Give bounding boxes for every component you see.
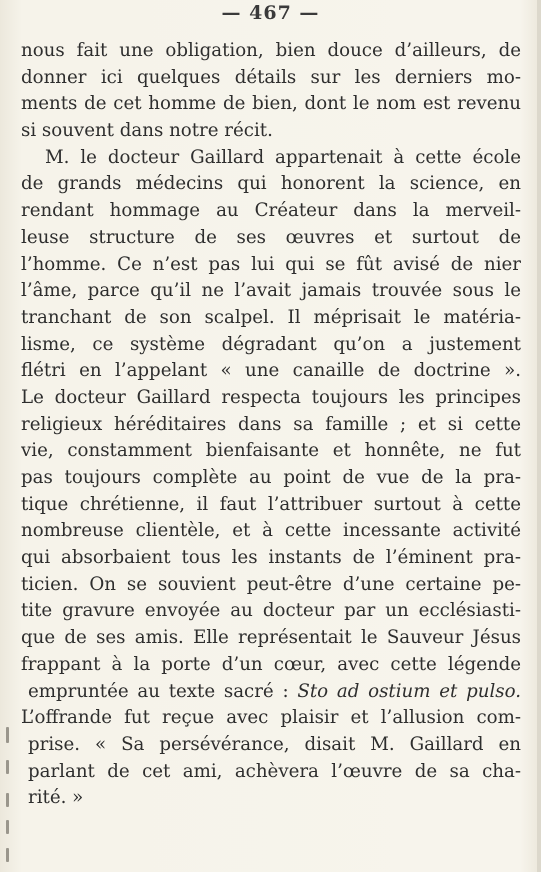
- text-line: lisme, ce système dégradant qu’on a justement: [21, 333, 521, 355]
- latin-quote: Sto ad ostium et pulso.: [297, 680, 521, 702]
- text-line: que de ses amis. Elle représentait le Sauveur Jésus: [21, 627, 521, 649]
- text-line: pas toujours complète au point de vue de la pra-: [21, 467, 521, 488]
- text-line: tranchant de son scalpel. Il méprisait le matéria-: [21, 306, 521, 328]
- text-line: l’âme, parce qu’il ne l’avait jamais trouvée sous le: [21, 280, 521, 302]
- text-line: Le docteur Gaillard respecta toujours les principes: [21, 386, 521, 408]
- text-line: donner ici quelques détails sur les derniers mo-: [21, 66, 521, 88]
- page-edge: [537, 0, 541, 872]
- text-line: l’homme. Ce n’est pas lui qui se fût avisé de nier: [21, 253, 521, 275]
- text-line: qui absorbaient tous les instants de l’éminent pra-: [21, 547, 521, 569]
- text-line-with-latin-quote: [21, 679, 521, 706]
- text-line: rendant hommage au Créateur dans la merveil-: [21, 200, 521, 222]
- text-line: rité. »: [28, 787, 84, 809]
- text-line: religieux héréditaires dans sa famille ; et si cette: [21, 413, 521, 435]
- margin-bracket-mark: [6, 760, 9, 774]
- text-line: ticien. On se souvient peut-être d’une certaine pe-: [21, 573, 521, 595]
- margin-bracket-mark: [6, 848, 9, 862]
- margin-bracket-mark: [6, 820, 9, 834]
- text-line: tique chrétienne, il faut l’attribuer surtout à cette: [21, 493, 521, 515]
- text-line: flétri en l’appelant « une canaille de doctrine ».: [21, 360, 521, 382]
- margin-bracket-mark: [6, 727, 9, 743]
- text-line: frappant à la porte d’un cœur, avec cette légende: [21, 653, 521, 675]
- text-line: ments de cet homme de bien, dont le nom est revenu: [21, 93, 521, 115]
- text-line: parlant de cet ami, achèvera l’œuvre de sa cha-: [28, 760, 521, 782]
- text-segment: empruntée au texte sacré :: [28, 680, 289, 702]
- text-line: si souvent dans notre récit.: [21, 120, 273, 142]
- text-line: tite gravure envoyée au docteur par un ecclésiasti-: [21, 600, 521, 622]
- text-line: nous fait une obligation, bien douce d’ailleurs, de: [21, 40, 521, 61]
- page-number: — 467 —: [221, 2, 320, 24]
- text-line: prise. « Sa persévérance, disait M. Gaillard en: [28, 733, 521, 755]
- text-line: leuse structure de ses œuvres et surtout de: [21, 226, 521, 248]
- paragraph-start-line: M. le docteur Gaillard appartenait à cette école: [45, 146, 521, 168]
- text-line: de grands médecins qui honorent la science, en: [21, 173, 521, 195]
- text-line: L’offrande fut reçue avec plaisir et l’allusion com-: [21, 707, 521, 729]
- text-line: vie, constamment bienfaisante et honnête, ne fut: [21, 440, 521, 462]
- body-text: [21, 38, 521, 812]
- margin-bracket-mark: [6, 793, 9, 807]
- text-line: nombreuse clientèle, et à cette incessante activité: [21, 520, 521, 542]
